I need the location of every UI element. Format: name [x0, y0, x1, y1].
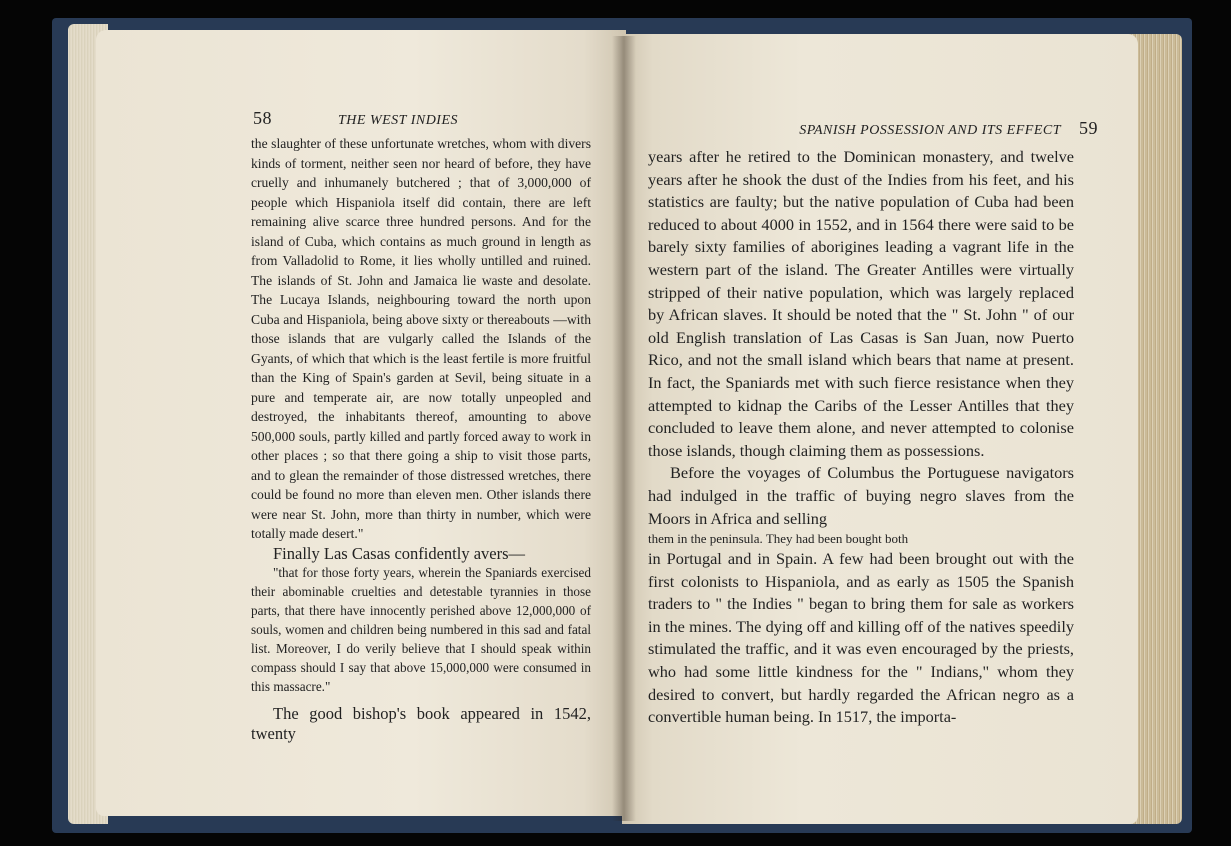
right-page — [622, 34, 1138, 824]
right-page-number: 59 — [1079, 118, 1098, 138]
left-page — [96, 30, 626, 816]
left-paragraph-1: the slaughter of these unfortunate wretches, whom with divers kinds of torment, neither seen nor heard of before, they have cruelly and inhumanely butchered ; that of 3,000,000 of people which Hispaniola itself did contain, there are left remaining alive scarce three hundred persons. And for the island of Cuba, which contains as much ground in length as from Valladolid to Rome, it lies wholly untilled and ruined. The islands of St. John and Jamaica lie waste and desolate. The Lucaya Islands, neighbouring toward the north upon Cuba and Hispaniola, being above sixty or thereabouts —with those islands that are vulgarly called the Islands of the Gyants, of which that which is the least fertile is more fruitful than the King of Spain's garden at Sevil, being situate in a pure and temperate air, are now totally unpeopled and destroyed, the inhabitants thereof, amounting to above 500,000 souls, partly killed and partly forced away to work in other places ; so that there going a ship to visit those parts, and to glean the remainder of those distressed wretches, there could be found no more than eleven men. Other islands there were near St. John, more than thirty in number, which were totally made desert." — [251, 136, 591, 541]
right-page-body — [648, 146, 1074, 729]
book-gutter — [612, 36, 636, 821]
right-page-header — [622, 118, 1098, 139]
left-page-body — [251, 134, 591, 743]
right-paragraph-1: years after he retired to the Dominican monastery, and twelve years after he shook the dust of the Indies from his feet, and his statistics are faulty; but the native population of Cuba had been reduced to about 4000 in 1552, and in 1564 there were said to be barely sixty families of aborigines leading a vagrant life in the western part of the island. The Greater Antilles were virtually stripped of their native population, which was largely replaced by African slaves. It should be noted that the " St. John " of our old English translation of Las Casas is San Juan, now Puerto Rico, and not the small island which bears that name at present. In fact, the Spaniards met with such fierce resistance when they attempted to kidnap the Caribs of the Lesser Antilles that they concluded to leave them alone, and never attempted to colonise those islands, though claiming them as possessions. — [648, 147, 1074, 460]
right-running-head: SPANISH POSSESSION AND ITS EFFECT — [799, 123, 1061, 138]
left-running-head: THE WEST INDIES — [338, 113, 459, 128]
left-quote: "that for those forty years, wherein the Spaniards exercised their abominable cruelties and detestable tyrannies in those parts, that there have innocently perished above 12,000,000 of souls, women and children being numbered in this sad and fatal list. Moreover, I do verily believe that I should speak within compass should I say that above 15,000,000 were consumed in this massacre." — [251, 565, 591, 694]
left-paragraph-2: Finally Las Casas confidently avers— — [273, 543, 526, 563]
right-paragraph-2: Before the voyages of Columbus the Portuguese navigators had indulged in the traffic of buying negro slaves from the Moors in Africa and selling — [648, 463, 1074, 528]
left-paragraph-4: The good bishop's book appeared in 1542, twenty — [251, 704, 591, 743]
right-paragraph-3: in Portugal and in Spain. A few had been brought out with the first colonists to Hispaniola, and as early as 1505 the Spanish traders to " the Indies " began to bring them for sale as workers in the mines. The dying off and killing off of the natives speedily stimulated the traffic, and it was even encouraged by the priests, who had some little kindness for the " Indians," whom they desired to convert, but hardly regarded the African negro as a convertible human being. In 1517, the importa- — [648, 549, 1074, 727]
right-small-line: them in the peninsula. They had been bought both — [648, 531, 909, 547]
left-page-number: 58 — [253, 108, 272, 128]
left-page-header — [253, 108, 458, 129]
